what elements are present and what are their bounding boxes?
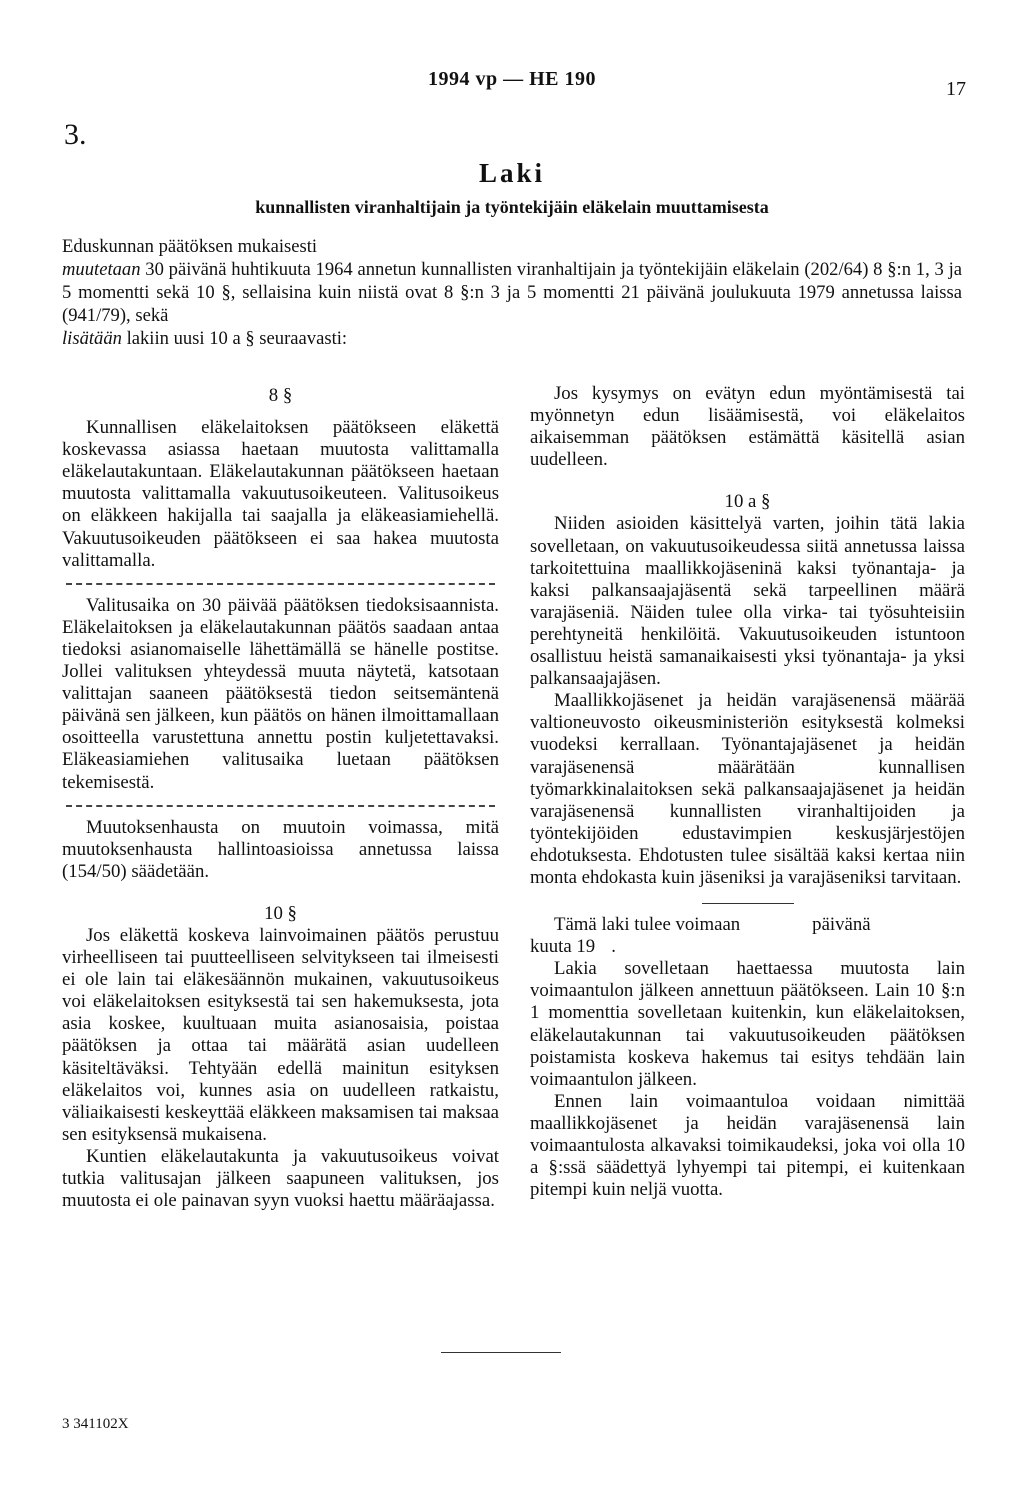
entry-into-force-c: kuuta 19 <box>530 936 596 958</box>
section-8-paragraph-5: Muutoksenhausta on muutoin voimassa, mitä muutoksenhausta hallintoasioissa annetussa laissa (154/50) säädetään. <box>62 816 499 882</box>
entry-into-force-b: päivänä <box>812 914 871 936</box>
section-10-paragraph-3: Jos kysymys on evätyn edun myöntämisestä tai myönnetyn edun lisäämisestä, voi eläkelaitos aikaisemman päätöksen estämättä käsitellä asian uudelleen. <box>530 383 965 471</box>
law-subtitle: kunnallisten viranhaltijain ja työntekijäin eläkelain muuttamisesta <box>255 197 769 217</box>
intro-amend-paragraph <box>62 258 962 327</box>
intro-muutetaan-word: muutetaan <box>62 259 141 280</box>
transition-paragraph-2: Ennen lain voimaantuloa voidaan nimittää maallikkojäsenet ja heidän varajäsenensä lain voimaantulosta alkavaksi toimikaudeksi, joka voi olla 10 a §:ssä säädettyä lyhyempi tai pitempi, ei kuitenkaan pitempi kuin neljä vuotta. <box>530 1090 965 1201</box>
entry-into-force-a: Tämä laki tulee voimaan <box>554 914 741 936</box>
page-number: 17 <box>946 78 966 100</box>
section-divider <box>702 903 794 904</box>
print-code: 3 341102X <box>62 1416 129 1432</box>
section-8-paragraph-3: Valitusaika on 30 päivää päätöksen tiedoksisaannista. Eläkelaitoksen ja eläkelautakunnan päätös saadaan antaa tiedoksi asianomaiselle lähettämällä se hänelle postitse. Jollei valituksen yhteydessä muuta näytetä, katsotaan valittajan saaneen päätöksestä tiedon seitsemäntenä päivänä sen jälkeen, kun päätös on hänen ilmoittamallaan osoitteella varustettuna annettu postin kuljetettavaksi. Eläkeasiamiehen valitusaika luetaan päätöksen tekemisestä. <box>62 594 499 793</box>
left-column <box>62 385 499 1212</box>
entry-into-force-date-line <box>530 936 965 958</box>
right-column <box>530 383 965 1201</box>
intro-block <box>62 235 962 350</box>
intro-add-paragraph <box>62 327 962 350</box>
section-10-paragraph-1: Jos eläkettä koskeva lainvoimainen päätös perustuu virheelliseen tai puutteelliseen selvitykseen tai ilmeisesti ei ole lain tai eläkesäännön mukainen, vakuutusoikeus voi eläkelaitoksen esityksestä tai sen hakemuksesta, jota asia koskee, kuultuaan muita asianosaisia, poistaa päätöksen ja ottaa tai määrätä asian uudelleen käsiteltäväksi. Tehtyään edellä mainitun esityksen eläkelaitos voi, kunnes asia on uudelleen ratkaistu, väliaikaisesti keskeyttää eläkkeen maksamisen tai maksaa sen esityksensä mukaisena. <box>62 924 499 1145</box>
law-title: Laki <box>478 158 546 188</box>
section-number: 3. <box>64 118 87 151</box>
section-10-paragraph-2: Kuntien eläkelautakunta ja vakuutusoikeus voivat tutkia valitusajan jälkeen saapuneen valituksen, jos muutosta ei ole painavan syyn vuoksi haettu määräajassa. <box>62 1145 499 1212</box>
intro-muutetaan-text: 30 päivänä huhtikuuta 1964 annetun kunnallisten viranhaltijain ja työntekijäin eläkelain (202/64) 8 §:n 1, 3 ja 5 momentti sekä 10 §, sellaisina kuin niistä ovat 8 §:n 3 ja 5 momentti 21 päivänä joulukuuta 1979 annetussa laissa (941/79), sekä <box>62 259 962 326</box>
end-of-law-rule <box>441 1352 561 1353</box>
section-10-heading: 10 § <box>264 902 297 924</box>
intro-lisataan-word: lisätään <box>62 328 122 349</box>
section-10a-heading: 10 a § <box>724 491 771 513</box>
section-8-heading: 8 § <box>268 385 293 406</box>
section-10a-paragraph-2: Maallikkojäsenet ja heidän varajäsenensä määrää valtioneuvosto oikeusministeriön esityksestä kolmeksi vuodeksi kerrallaan. Työnantajajäsenet ja heidän varajäsenensä määrätään kunnallisen työmarkkinalaitoksen sekä palkansaajajäsenet ja heidän varajäsenensä kunnallisten viranhaltijoiden ja työntekijöiden edustavimpien keskusjärjestöjen ehdotuksesta. Ehdotusten tulee sisältää kaksi kertaa niin monta ehdokasta kuin jäseniksi ja varajäseniksi tarvitaan. <box>530 690 965 888</box>
section-8-paragraph-1: Kunnallisen eläkelaitoksen päätökseen eläkettä koskevassa asiassa haetaan muutosta valittamalla eläkelautakuntaan. Eläkelautakunnan päätökseen haetaan muutosta valittamalla vakuutusoikeuteen. Valitusoikeus on eläkkeen hakijalla tai saajalla ja eläkeasiamiehellä. Vakuutusoikeuden päätökseen ei saa hakea muutosta valittamalla. <box>62 417 499 571</box>
intro-lisataan-text: lakiin uusi 10 a § seuraavasti: <box>121 328 348 349</box>
omission-dashes <box>66 805 495 807</box>
running-header: 1994 vp — HE 190 <box>427 68 597 90</box>
intro-enactment-line: Eduskunnan päätöksen mukaisesti <box>62 236 318 257</box>
transition-paragraph-1: Lakia sovelletaan haettaessa muutosta lain voimaantulon jälkeen annettuun päätökseen. Lain 10 §:n 1 momenttia sovelletaan kuitenkin, kun eläkelaitoksen, eläkelautakunnan tai vakuutusoikeuden päätöksen poistamista koskeva hakemus tai esitys tehdään lain voimaantulon jälkeen. <box>530 958 965 1090</box>
entry-into-force-d: . <box>611 936 616 958</box>
omission-dashes <box>66 583 495 585</box>
entry-into-force-line <box>530 914 965 936</box>
section-10a-paragraph-1: Niiden asioiden käsittelyä varten, joihin tätä lakia sovelletaan, on vakuutusoikeudessa siitä annetussa laissa tarkoitettuina maallikkojäseninä kaksi työnantaja- ja kaksi palkansaajajäsentä sekä tarpeellinen määrä varajäseniä. Näiden tulee olla virka- tai työsuhteisiin perehtyneitä henkilöitä. Vakuutusoikeuden istuntoon osallistuu heistä samanaikaisesti yksi työnantaja- ja yksi palkansaajajäsen. <box>530 513 965 690</box>
